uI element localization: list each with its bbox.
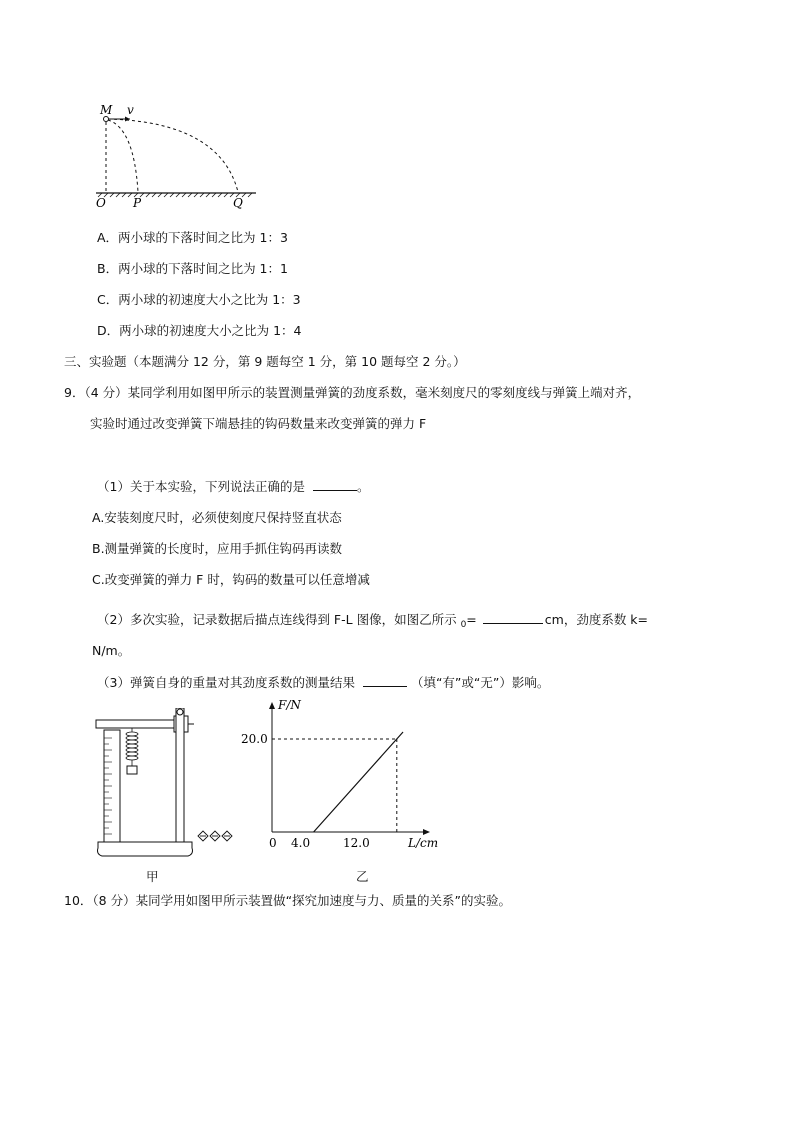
q9-sub2-unit: N/m。 xyxy=(92,643,131,658)
crossbar xyxy=(96,720,186,728)
q9-sub1-blank xyxy=(313,490,357,491)
spring xyxy=(126,728,138,766)
q9-sub2 xyxy=(97,610,648,630)
x-axis-label: L/cm xyxy=(408,836,439,850)
origin-label: 0 xyxy=(269,836,277,850)
stand-post xyxy=(176,708,184,848)
q9-stem-line1: 9．（4 分）某同学利用如图甲所示的装置测量弹簧的劲度系数，毫米刻度尺的零刻度线与弹簧上端对齐， xyxy=(64,385,641,400)
y-axis-label: F/N xyxy=(278,698,301,712)
trajectory-p xyxy=(108,120,138,192)
q9-option-a: A.安装刻度尺时，必须使刻度尺保持竖直状态 xyxy=(92,510,342,525)
q9-stem-line2: 实验时通过改变弹簧下端悬挂的钩码数量来改变弹簧的弹力 F xyxy=(90,416,427,431)
label-o: O xyxy=(96,196,106,210)
velocity-arrowhead xyxy=(125,117,130,122)
q9-sub3-text: （3）弹簧自身的重量对其劲度系数的测量结果 xyxy=(97,675,355,690)
spare-weights xyxy=(198,831,232,841)
q9-sub3 xyxy=(97,673,549,691)
q8-option-a: A．两小球的下落时间之比为 1：3 xyxy=(97,230,288,245)
hook-weight xyxy=(127,766,137,774)
q9-sub2-blank1 xyxy=(483,623,543,624)
q9-sub1-end: 。 xyxy=(356,479,370,494)
q9-sub2-subscript: 0 xyxy=(460,620,467,630)
section-heading: 三、实验题（本题满分 12 分，第 9 题每空 1 分，第 10 题每空 2 分。） xyxy=(64,354,466,369)
figure-jia-caption: 甲 xyxy=(146,869,159,884)
q9-option-c: C.改变弹簧的弹力 F 时，钩码的数量可以任意增减 xyxy=(92,572,370,587)
q9-sub2-text: （2）多次实验，记录数据后描点连线得到 F-L 图像，如图乙所示 xyxy=(97,612,457,627)
q9-sub2-text2: cm，劲度系数 k= xyxy=(544,612,649,627)
tick-y-20: 20.0 xyxy=(241,732,268,746)
tick-x-4: 4.0 xyxy=(291,836,311,850)
q9-sub1 xyxy=(97,477,369,495)
stand-base xyxy=(98,842,193,856)
spring-apparatus-figure xyxy=(90,708,250,864)
q9-sub3-text2: （填“有”或“无”）影响。 xyxy=(410,675,550,690)
series-line xyxy=(314,732,403,832)
projectile-figure xyxy=(90,100,265,210)
f-l-graph xyxy=(235,695,455,860)
label-p: P xyxy=(133,196,142,210)
q9-sub2-eq: = xyxy=(466,612,477,627)
tick-x-12: 12.0 xyxy=(343,836,370,850)
trajectory-q xyxy=(108,119,238,192)
label-v: v xyxy=(127,103,134,117)
q8-option-b: B．两小球的下落时间之比为 1：1 xyxy=(97,261,288,276)
q10-stem: 10．（8 分）某同学用如图甲所示装置做“探究加速度与力、质量的关系”的实验。 xyxy=(64,893,512,908)
x-axis-arrow xyxy=(423,829,430,835)
figure-yi-caption: 乙 xyxy=(356,869,369,884)
point-m xyxy=(104,117,109,122)
label-q: Q xyxy=(233,196,243,210)
q9-option-b: B.测量弹簧的长度时，应用手抓住钩码再读数 xyxy=(92,541,343,556)
ground-hatch xyxy=(98,193,252,197)
y-axis-arrow xyxy=(269,702,275,709)
q8-option-d: D．两小球的初速度大小之比为 1：4 xyxy=(97,323,302,338)
post-knob xyxy=(177,709,183,715)
label-m: M xyxy=(100,103,113,117)
q8-option-c: C．两小球的初速度大小之比为 1：3 xyxy=(97,292,301,307)
q9-sub1-text: （1）关于本实验，下列说法正确的是 xyxy=(97,479,305,494)
q9-sub3-blank xyxy=(363,686,407,687)
